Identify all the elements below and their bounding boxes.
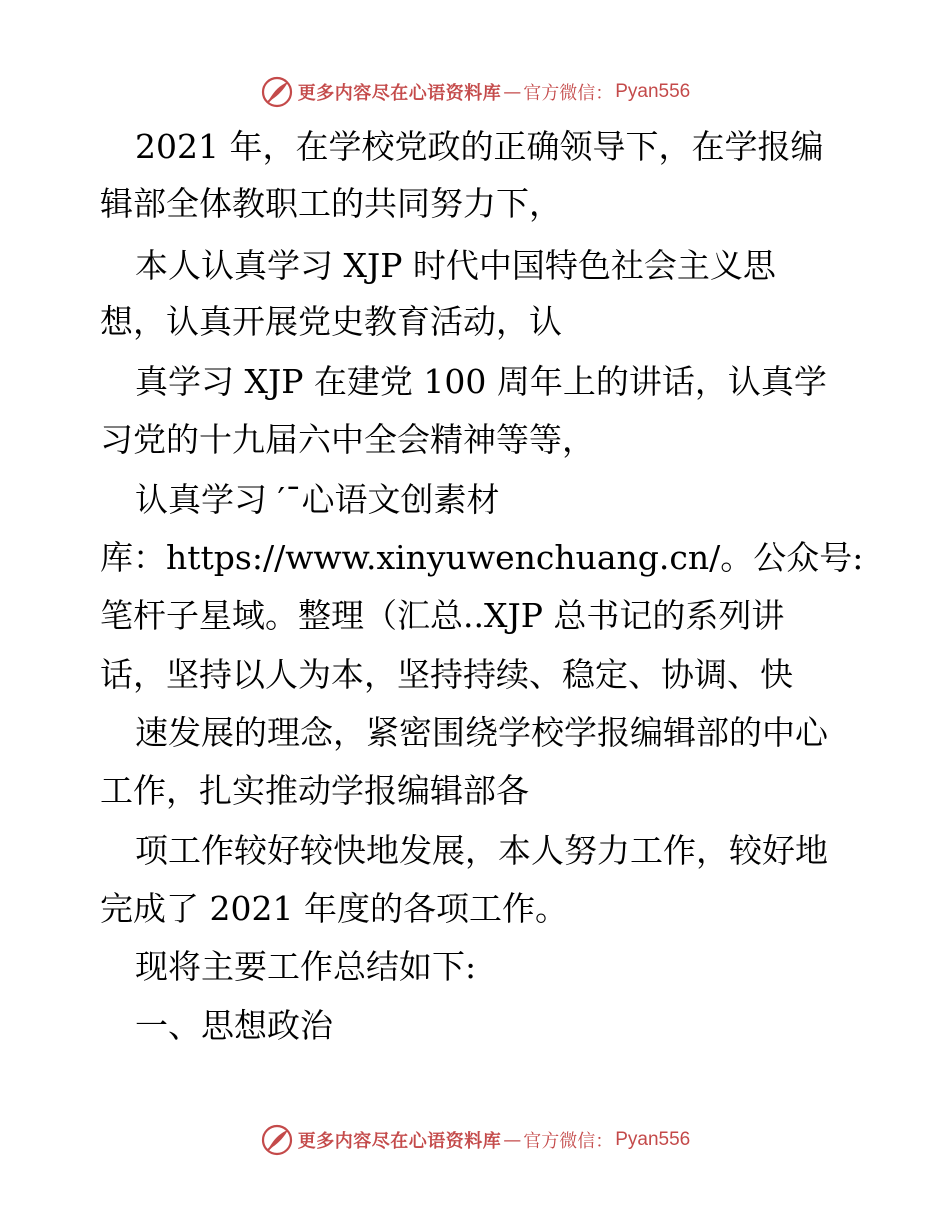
wechat-id: Pyan556 [615, 81, 691, 102]
text-line: 习党的十九届六中全会精神等等， [100, 420, 595, 459]
text-line: 想，认真开展党史教育活动，认 [100, 302, 562, 341]
wechat-label: 官方微信： [523, 83, 614, 104]
text-line: 项工作较好较快地发展，本人努力工作，较好地 [135, 831, 828, 870]
text-line: 库：https://www.xinyuwenchuang.cn/。公众号: [100, 538, 864, 577]
banner-separator: — [503, 81, 522, 103]
feather-pen-logo-icon [260, 75, 294, 109]
text-line: 速发展的理念，紧密围绕学校学报编辑部的中心 [135, 713, 828, 752]
text-line: 话，坚持以人为本，坚持持续、稳定、协调、快 [100, 655, 793, 694]
banner-text: 更多内容尽在心语资料库 [297, 83, 502, 104]
text-line: 完成了 2021 年度的各项工作。 [100, 889, 568, 928]
banner-separator: — [503, 1129, 522, 1151]
text-line: 2021 年，在学校党政的正确领导下，在学报编 [135, 127, 824, 166]
text-line: 现将主要工作总结如下: [135, 947, 477, 986]
footer-banner [0, 1120, 950, 1160]
banner-text: 更多内容尽在心语资料库 [297, 1131, 502, 1152]
text-line: 工作，扎实推动学报编辑部各 [100, 771, 529, 810]
text-line: 认真学习 ′¯心语文创素材 [135, 480, 500, 519]
text-line: 辑部全体教职工的共同努力下， [100, 184, 562, 223]
wechat-id: Pyan556 [615, 1129, 691, 1150]
wechat-label: 官方微信： [523, 1131, 614, 1152]
text-line: 真学习 XJP 在建党 100 周年上的讲话，认真学 [135, 362, 827, 401]
text-line: 本人认真学习 XJP 时代中国特色社会主义思 [135, 246, 776, 285]
header-banner [0, 72, 950, 112]
feather-pen-logo-icon [260, 1123, 294, 1157]
text-line: 笔杆子星域。整理（汇总..XJP 总书记的系列讲 [100, 596, 785, 635]
section-heading: 一、思想政治 [135, 1006, 333, 1045]
